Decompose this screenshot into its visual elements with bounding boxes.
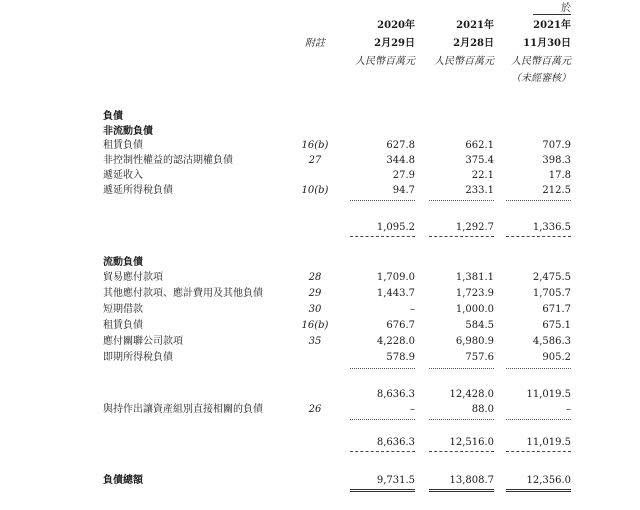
row-value-2021-feb: 1,723.9 — [455, 288, 494, 299]
current-title: 流動負債 — [103, 257, 143, 268]
row-note: 28 — [308, 272, 322, 283]
total-rule — [506, 451, 571, 452]
row-value-2020: 344.8 — [386, 155, 415, 166]
header-group-rule — [533, 14, 571, 15]
row-value-2021-nov: 398.3 — [542, 155, 571, 166]
row-note: 29 — [308, 288, 322, 299]
header-group-label: 於 — [561, 3, 571, 14]
row-value-2021-nov: – — [566, 404, 571, 415]
row-value-2021-feb: 375.4 — [465, 155, 494, 166]
row-value-2021-feb: 757.6 — [465, 352, 494, 363]
row-value-2020: 1,443.7 — [376, 288, 415, 299]
row-value-2021-nov: 671.7 — [542, 304, 571, 315]
subtotal-value-2021-feb: 1,292.7 — [455, 222, 494, 233]
row-value-2021-feb: 233.1 — [465, 185, 494, 196]
col2-unit: 人民幣百萬元 — [434, 56, 494, 67]
row-label: 與持作出讓資產組別直接相關的負債 — [103, 404, 263, 415]
non-current-title: 非流動負債 — [103, 126, 153, 137]
row-label: 遞延收入 — [103, 170, 143, 181]
subtotal-rule — [350, 368, 415, 369]
subtotal-rule — [350, 236, 415, 237]
row-value-2021-feb: 22.1 — [471, 170, 494, 181]
col2-date: 2月28日 — [453, 38, 494, 49]
row-value-2020: 627.8 — [386, 140, 415, 151]
subtotal-rule — [506, 368, 571, 369]
row-note: 16(b) — [301, 140, 329, 151]
grand-total-value-2021-feb: 13,808.7 — [449, 475, 494, 486]
grand-total-label: 負債總額 — [103, 475, 143, 486]
col2-year: 2021年 — [456, 20, 494, 31]
col3-unit: 人民幣百萬元 — [511, 56, 571, 67]
section-title: 負債 — [103, 111, 123, 122]
row-value-2020: 578.9 — [386, 352, 415, 363]
row-value-2020: – — [410, 404, 415, 415]
grand-total-value-2020: 9,731.5 — [376, 475, 415, 486]
total-value-2021-feb: 12,516.0 — [449, 437, 494, 448]
subtotal-rule — [506, 419, 571, 420]
subtotal-rule — [350, 419, 415, 420]
grand-total-rule — [506, 489, 571, 492]
row-value-2021-nov: 675.1 — [542, 320, 571, 331]
col3-date: 11月30日 — [523, 38, 571, 49]
total-value-2021-nov: 11,019.5 — [526, 437, 571, 448]
total-rule — [350, 451, 415, 452]
row-label: 租賃負債 — [103, 320, 143, 331]
col3-year: 2021年 — [533, 20, 571, 31]
row-value-2021-nov: 4,586.3 — [532, 336, 571, 347]
row-value-2020: 4,228.0 — [376, 336, 415, 347]
subtotal-rule — [506, 200, 571, 201]
col1-year: 2020年 — [377, 20, 415, 31]
subtotal-rule — [429, 419, 494, 420]
row-label: 非控制性權益的認沽期權負債 — [103, 155, 233, 166]
row-label: 即期所得稅負債 — [103, 352, 173, 363]
subtotal-value-2021-nov: 11,019.5 — [526, 389, 571, 400]
row-value-2021-feb: 1,381.1 — [455, 272, 494, 283]
row-label: 其他應付款項、應計費用及其他負債 — [103, 288, 263, 299]
row-note: 30 — [308, 304, 322, 315]
row-value-2021-nov: 212.5 — [542, 185, 571, 196]
row-value-2021-nov: 1,705.7 — [532, 288, 571, 299]
row-note: 16(b) — [301, 320, 329, 331]
row-note: 35 — [308, 336, 322, 347]
row-value-2021-feb: 584.5 — [465, 320, 494, 331]
grand-total-value-2021-nov: 12,356.0 — [526, 475, 571, 486]
row-value-2020: 27.9 — [392, 170, 415, 181]
subtotal-value-2021-feb: 12,428.0 — [449, 389, 494, 400]
subtotal-rule — [429, 236, 494, 237]
col1-date: 2月29日 — [374, 38, 415, 49]
subtotal-value-2020: 8,636.3 — [376, 389, 415, 400]
row-label: 貿易應付款項 — [103, 272, 163, 283]
row-value-2021-nov: 707.9 — [542, 140, 571, 151]
row-value-2021-feb: 88.0 — [471, 404, 494, 415]
row-value-2021-feb: 6,980.9 — [455, 336, 494, 347]
row-value-2021-nov: 905.2 — [542, 352, 571, 363]
row-value-2021-feb: 662.1 — [465, 140, 494, 151]
subtotal-value-2020: 1,095.2 — [376, 222, 415, 233]
col1-unit: 人民幣百萬元 — [355, 56, 415, 67]
row-value-2021-feb: 1,000.0 — [455, 304, 494, 315]
row-value-2021-nov: 17.8 — [548, 170, 571, 181]
row-label: 應付關聯公司款項 — [103, 336, 183, 347]
row-label: 短期借款 — [103, 304, 143, 315]
subtotal-value-2021-nov: 1,336.5 — [532, 222, 571, 233]
row-value-2020: – — [410, 304, 415, 315]
row-note: 26 — [308, 404, 322, 415]
col3-unaudited-note: （未經審核） — [511, 73, 571, 84]
row-label: 遞延所得稅負債 — [103, 185, 173, 196]
grand-total-rule — [429, 489, 494, 492]
row-note: 27 — [308, 155, 322, 166]
subtotal-rule — [506, 236, 571, 237]
subtotal-rule — [350, 200, 415, 201]
row-value-2020: 1,709.0 — [376, 272, 415, 283]
subtotal-rule — [429, 368, 494, 369]
row-note: 10(b) — [301, 185, 329, 196]
note-column-header: 附註 — [305, 38, 325, 49]
grand-total-rule — [350, 489, 415, 492]
total-rule — [429, 451, 494, 452]
row-value-2020: 94.7 — [392, 185, 415, 196]
subtotal-rule — [429, 200, 494, 201]
row-label: 租賃負債 — [103, 140, 143, 151]
total-value-2020: 8,636.3 — [376, 437, 415, 448]
row-value-2020: 676.7 — [386, 320, 415, 331]
row-value-2021-nov: 2,475.5 — [532, 272, 571, 283]
